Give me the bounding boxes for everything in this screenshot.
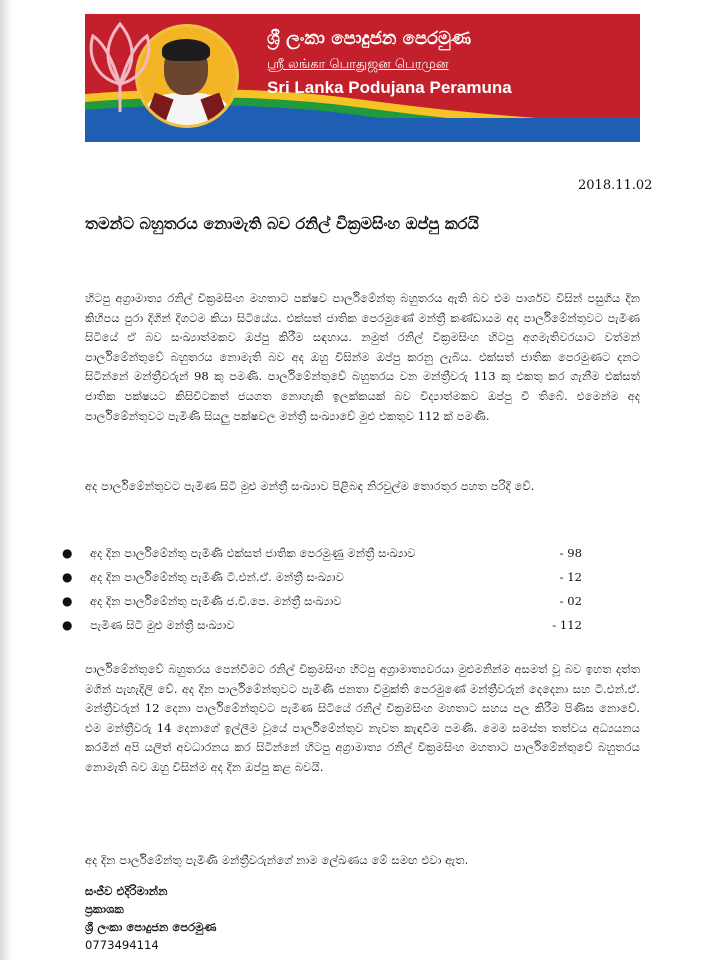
count-value: - 112 bbox=[552, 618, 582, 632]
list-item bbox=[62, 615, 582, 639]
signatory-organization: ශ්‍රී ලංකා පොදුජන පෙරමුණ bbox=[85, 920, 217, 934]
signatory-phone: 0773494114 bbox=[85, 938, 159, 952]
banner-title-sinhala: ශ්‍රී ලංකා පොදුජන පෙරමුණ bbox=[267, 28, 472, 49]
paragraph-2: අද පාර්ලිමේන්තුවට පැමිණ සිටි මුළු මන්ත්‍රී සංඛ්‍යාව පිළිබඳ නිරවුල්ම තොරතුර පහත පරිදි වේ. bbox=[85, 479, 535, 493]
bullet-icon: ● bbox=[62, 594, 73, 608]
paragraph-3: පාර්ලිමේන්තුවේ බහුතරය පෙන්වීමට රනිල් වික්‍රමසිංහ හිටපු අග්‍රාමාත්‍යවරයා මුළුමනින්ම අසමත් වූ බව ඉහත දත්ත මගින් පැහැදිලි වේ. අද දින පාර්ලිමේන්තුවට පැමිණි ජනතා විමුක්ති පෙරමුණේ මන්ත්‍රීවරුන් දෙදෙනා සහ ටී.එන්.ඒ. මන්ත්‍රීවරුන් 12 දෙනා පාර්ලිමේන්තුවට පැමිණ සිටියේ රනිල් වික්‍රමසිංහ මහතාට සහය පල කිරීම පිණිස නොවේ. එම මන්ත්‍රීවරු 14 දෙනාගේ ඉල්ලීම වූයේ පාර්ලිමේන්තුව නැවත කැඳවීම පමණි. මෙම සමස්ත තත්වය අධ්‍යයනය කරමින් අපි යලිත් අවධාරනය කර සිටින්නේ හිටපු අග්‍රාමාත්‍ය රනිල් වික්‍රමසිංහ මහතාට පාර්ලිමේන්තුවේ බහුතරය නොමැති බව ඔහු විසින්ම අද දින ඔප්පු කළ බවයි. bbox=[85, 662, 640, 774]
party-banner bbox=[85, 14, 640, 142]
list-item bbox=[62, 591, 582, 615]
count-value: - 12 bbox=[559, 570, 582, 584]
paragraph-4: අද දින පාර්ලිමේන්තු පැමිණි මන්ත්‍රීවරුන්ගේ නාම ලේඛණය මේ සමඟ එවා ඇත. bbox=[85, 853, 469, 867]
count-label: අද දින පාර්ලිමේන්තු පැමිණි ජ.වි.පෙ. මන්ත්‍රී සංඛ්‍යාව bbox=[90, 594, 342, 608]
count-label: අද දින පාර්ලිමේන්තු පැමිණි එක්සත් ජාතික පෙරමුණු මන්ත්‍රී සංඛ්‍යාව bbox=[90, 546, 416, 560]
count-label: පැමිණ සිටි මුළු මන්ත්‍රී සංඛ්‍යාව bbox=[90, 618, 235, 632]
bullet-icon: ● bbox=[62, 618, 73, 632]
banner-title-english: Sri Lanka Podujana Peramuna bbox=[267, 78, 512, 97]
list-item bbox=[62, 543, 582, 567]
list-item bbox=[62, 567, 582, 591]
count-label: අද දින පාර්ලිමේන්තු පැමිණි ටී.එන්.ඒ. මන්ත්‍රී සංඛ්‍යාව bbox=[90, 570, 344, 584]
paragraph-1: හිටපු අග්‍රාමාත්‍ය රනිල් වික්‍රමසිංහ මහතාට පක්ෂව පාර්ලිමේන්තු බහුතරය ඇති බව එම පාර්ශව විසින් පසුගිය දින කිහිපය පුරා දිගින් දිගටම කියා සිටියේය. එක්සත් ජාතික පෙරමුණේ මන්ත්‍රී කණ්ඩායම අද පාර්ලිමේන්තුවට පැමිණ සිටියේ ඒ බව සංඛ්‍යාත්මකව ඔප්පු කිරීම සඳහාය. නමුත් රනිල් වික්‍රමසිංහ හිටපු අගමැතිවරයාට වත්මන් පාර්ලිමේන්තුවේ බහුතරය නොමැති බව අද ඔහු විසින්ම ඔප්පු කරනු ලැබිය. එක්සත් ජාතික පෙරමුණට දනට සිටින්නේ මන්ත්‍රීවරුන් 98 කු පමණි. පාර්ලිමේන්තුවේ බහුතරය වන මන්ත්‍රීවරු 113 කු එකතු කර ගැනීම එක්සත් ජාතික පක්ෂයට කිසිවිටකත් ජයගත නොහැකි ඉලක්කයක් බව විද්‍යාත්මකව ඔප්පු වී තිබේ. එමෙන්ම අද පාර්ලිමේන්තුවට පැමිණි සියලු පක්ෂවල මන්ත්‍රී සංඛ්‍යාවේ මුළු එකතුව 112 ක් පමණි. bbox=[85, 291, 640, 423]
signatory-name: සංජීව එදිරිමාන්න bbox=[85, 884, 168, 898]
page-edge-shadow bbox=[0, 0, 12, 960]
count-value: - 02 bbox=[559, 594, 582, 608]
signatory-role: ප්‍රකාශක bbox=[85, 902, 124, 916]
bullet-icon: ● bbox=[62, 570, 73, 584]
count-value: - 98 bbox=[559, 546, 582, 560]
member-count-list bbox=[62, 543, 582, 639]
signature-block bbox=[85, 882, 217, 954]
lotus-logo-icon bbox=[85, 14, 155, 114]
document-heading: තමන්ට බහුතරය නොමැති බව රනිල් වික්‍රමසිංහ ඔප්පු කරයි bbox=[85, 214, 479, 233]
bullet-icon: ● bbox=[62, 546, 73, 560]
banner-title-tamil: ஸ்ரீ லங்கா பொதுஜன பெரமுன bbox=[267, 57, 449, 72]
document-date: 2018.11.02 bbox=[578, 178, 653, 193]
